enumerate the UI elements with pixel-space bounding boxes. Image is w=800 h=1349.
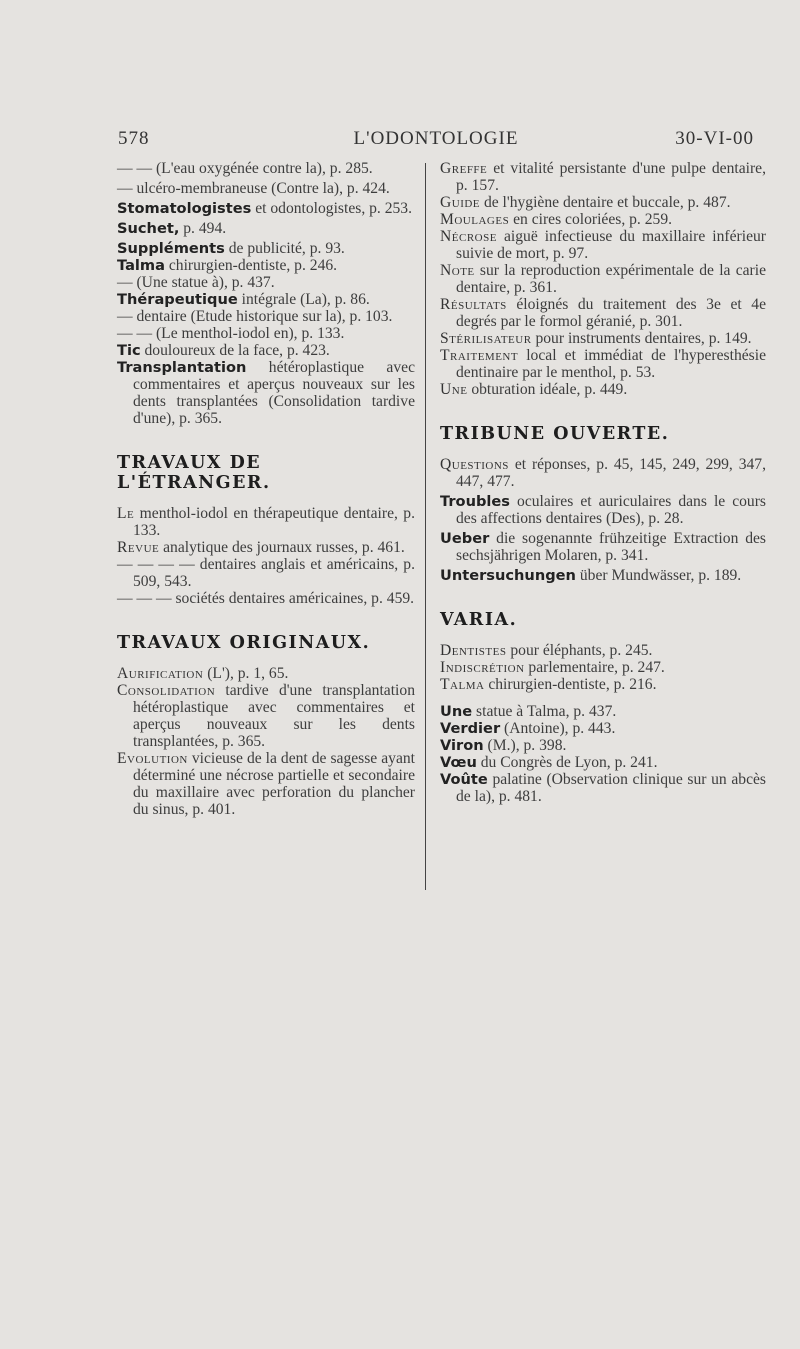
index-entry: Talma chirurgien-dentiste, p. 216. (440, 676, 657, 693)
running-header (118, 128, 754, 154)
index-entry: Dentistes pour éléphants, p. 245. (440, 642, 653, 659)
index-entry: Ueber die sogenannte frühzeitige Extraction des sechsjährigen Molaren, p. 341. (440, 530, 766, 564)
section-title-tribune-ouverte: TRIBUNE OUVERTE. (440, 424, 670, 444)
index-entry: Troubles oculaires et auriculaires dans le cours des affections dentaires (Des), p. 28. (440, 493, 766, 527)
index-entry: Voûte palatine (Observation clinique sur un abcès de la), p. 481. (440, 771, 766, 805)
index-entry: Greffe et vitalité persistante d'une pulpe dentaire, p. 157. (440, 160, 766, 194)
section-title-travaux-originaux: TRAVAUX ORIGINAUX. (117, 633, 371, 653)
index-entry: Untersuchungen über Mundwässer, p. 189. (440, 567, 742, 584)
section-varia (440, 642, 766, 805)
left-index-entries (117, 160, 415, 427)
index-entry: Tic douloureux de la face, p. 423. (117, 342, 330, 359)
index-entry: Nécrose aiguë infectieuse du maxillaire inférieur suivie de mort, p. 97. (440, 228, 766, 262)
index-entry: — — — sociétés dentaires américaines, p. 459. (117, 590, 415, 607)
journal-title: L'ODONTOLOGIE (353, 128, 519, 149)
index-entry: Thérapeutique intégrale (La), p. 86. (117, 291, 370, 308)
section-travaux-originaux (117, 665, 415, 818)
index-entry: Une statue à Talma, p. 437. (440, 703, 617, 720)
index-entry: Moulages en cires coloriées, p. 259. (440, 211, 673, 228)
index-entry: — — (L'eau oxygénée contre la), p. 285. (117, 160, 373, 177)
index-entry: Verdier (Antoine), p. 443. (440, 720, 616, 737)
index-entry: Stomatologistes et odontologistes, p. 253. (117, 200, 412, 217)
index-entry: Consolidation tardive d'une transplantation hétéroplastique avec commentaires et aperçus nouveaux sur les dents transplantées, p. 365. (117, 682, 415, 750)
index-entry: Note sur la reproduction expérimentale de la carie dentaire, p. 361. (440, 262, 766, 296)
section-travaux-etranger (117, 505, 415, 607)
issue-date: 30-VI-00 (675, 128, 754, 149)
index-entry: — (Une statue à), p. 437. (117, 274, 275, 291)
section-tribune-ouverte (440, 456, 766, 584)
index-entry: Indiscrétion parlementaire, p. 247. (440, 659, 665, 676)
index-entry: Guide de l'hygiène dentaire et buccale, p. 487. (440, 194, 731, 211)
index-entry: Une obturation idéale, p. 449. (440, 381, 628, 398)
index-entry: Suchet, p. 494. (117, 220, 227, 237)
index-entry: Revue analytique des journaux russes, p. 461. (117, 539, 405, 556)
index-entry: Talma chirurgien-dentiste, p. 246. (117, 257, 338, 274)
index-entry: Viron (M.), p. 398. (440, 737, 567, 754)
index-entry: — dentaire (Etude historique sur la), p. 103. (117, 308, 393, 325)
column-divider (425, 163, 426, 890)
index-entry: — — (Le menthol-iodol en), p. 133. (117, 325, 345, 342)
index-entry: Transplantation hétéroplastique avec commentaires et aperçus nouveaux sur les dents transplantées (Consolidation tardive d'une), p. 365. (117, 359, 415, 427)
page-number: 578 (118, 128, 150, 149)
index-entry: Résultats éloignés du traitement des 3e et 4e degrés par le formol géranié, p. 301. (440, 296, 766, 330)
index-entry: Suppléments de publicité, p. 93. (117, 240, 345, 257)
index-entry: Traitement local et immédiat de l'hyperesthésie dentinaire par le menthol, p. 53. (440, 347, 766, 381)
right-index-entries (440, 160, 766, 398)
index-entry: Vœu du Congrès de Lyon, p. 241. (440, 754, 658, 771)
section-title-travaux-etranger: TRAVAUX DE L'ÉTRANGER. (117, 453, 271, 493)
section-title-varia: VARIA. (440, 610, 518, 630)
index-entry: Le menthol-iodol en thérapeutique dentaire, p. 133. (117, 505, 415, 539)
index-entry: Stérilisateur pour instruments dentaires, p. 149. (440, 330, 752, 347)
right-column (440, 160, 766, 805)
index-entry: Questions et réponses, p. 45, 145, 249, 299, 347, 447, 477. (440, 456, 766, 490)
index-entry: — — — — dentaires anglais et américains, p. 509, 543. (117, 556, 415, 590)
index-entry: — ulcéro-membraneuse (Contre la), p. 424. (117, 180, 390, 197)
index-entry: Aurification (L'), p. 1, 65. (117, 665, 289, 682)
left-column (117, 160, 415, 818)
index-entry: Evolution vicieuse de la dent de sagesse ayant déterminé une nécrose partielle et secondaire du maxillaire avec perforation du plancher du sinus, p. 401. (117, 750, 415, 818)
